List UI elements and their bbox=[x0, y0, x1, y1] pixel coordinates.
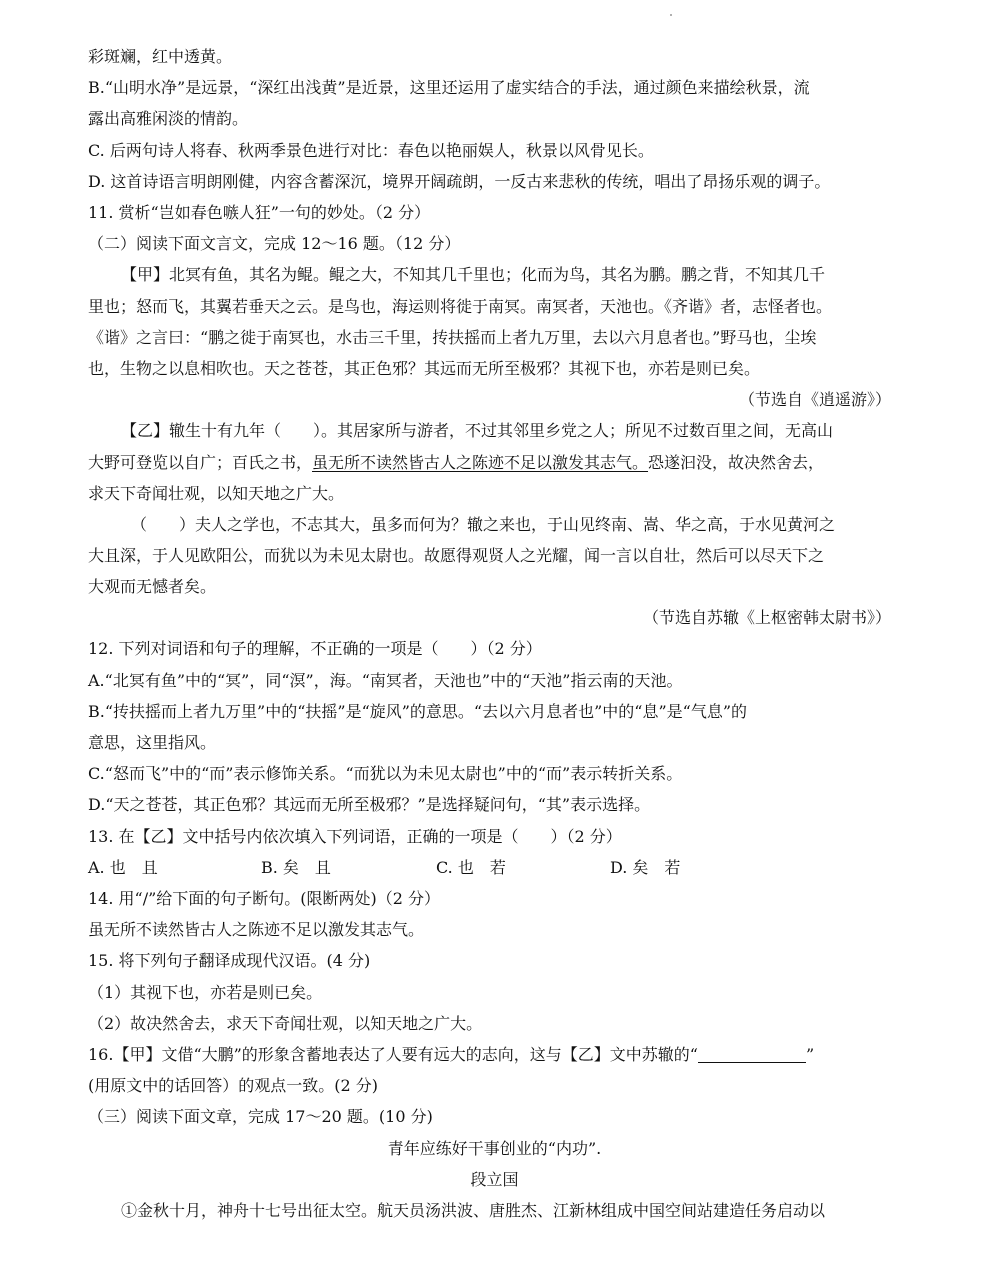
option-c-line: C. 后两句诗人将春、秋两季景色进行对比：春色以艳丽娱人，秋景以风骨见长。 bbox=[88, 141, 654, 160]
article-author: 段立国 bbox=[470, 1170, 519, 1189]
question-11: 11. 赏析“岂如春色嗾人狂”一句的妙处。（2 分） bbox=[88, 203, 431, 222]
q13-options bbox=[88, 857, 680, 879]
question-13: 13. 在【乙】文中括号内依次填入下列词语，正确的一项是（ ）（2 分） bbox=[88, 827, 622, 846]
text-line: 露出高雅闲淡的情韵。 bbox=[88, 109, 249, 128]
passage-line bbox=[88, 452, 824, 474]
q15-item-1: （1）其视下也，亦若是则已矣。 bbox=[88, 983, 323, 1002]
passage-jia: 【甲】北冥有鱼，其名为鲲。鲲之大，不知其几千里也；化而为鸟，其名为鹏。鹏之背，不知其几千 bbox=[121, 265, 826, 284]
section-heading: （二）阅读下面文言文，完成 12～16 题。（12 分） bbox=[88, 234, 461, 253]
passage-line: 《谐》之言曰：“鹏之徙于南冥也，水击三千里，抟扶摇而上者九万里，去以六月息者也。”野马也，尘埃 bbox=[88, 328, 817, 347]
passage-line: 求天下奇闻壮观，以知天地之广大。 bbox=[88, 484, 345, 503]
question-14: 14. 用“/”给下面的句子断句。(限断两处)（2 分） bbox=[88, 889, 441, 908]
q12-option-d: D.“天之苍苍，其正色邪？其远而无所至极邪？”是选择疑问句，“其”表示选择。 bbox=[88, 795, 651, 814]
source-note: （节选自《逍遥游》） bbox=[738, 390, 891, 409]
option-b-line: B.“山明水净”是远景，“深红出浅黄”是近景，这里还运用了虚实结合的手法，通过颜色来描绘秋景，流 bbox=[88, 78, 810, 97]
q12-option-b: B.“抟扶摇而上者九万里”中的“扶摇”是“旋风”的意思。“去以六月息者也”中的“息”是“气息”的 bbox=[88, 702, 748, 721]
question-15: 15. 将下列句子翻译成现代汉语。(4 分) bbox=[88, 951, 371, 970]
section-heading: （三）阅读下面文章，完成 17～20 题。(10 分) bbox=[88, 1107, 433, 1126]
text-span: 大野可登览以自广；百氏之书， bbox=[88, 453, 313, 472]
passage-line: 大且深，于人见欧阳公，而犹以为未见太尉也。故愿得观贤人之光耀，闻一言以自壮，然后可以尽天下之 bbox=[88, 546, 825, 565]
q15-item-2: （2）故决然舍去，求天下奇闻壮观，以知天地之广大。 bbox=[88, 1014, 483, 1033]
passage-line: （ ）夫人之学也，不志其大，虽多而何为？辙之来也，于山见终南、嵩、华之高，于水见黄河之 bbox=[131, 515, 836, 534]
article-title: 青年应练好干事创业的“内功”. bbox=[387, 1139, 602, 1158]
passage-line: 大观而无憾者矣。 bbox=[88, 577, 217, 596]
q13-option-c: C. 也 若 bbox=[436, 858, 506, 877]
text-line: 意思，这里指风。 bbox=[88, 733, 217, 752]
source-note: （节选自苏辙《上枢密韩太尉书》） bbox=[642, 608, 891, 627]
option-d-line: D. 这首诗语言明朗刚健，内容含蓄深沉，境界开阔疏朗，一反古来悲秋的传统，唱出了昂扬乐观的调子。 bbox=[88, 172, 831, 191]
text-line: 彩斑斓，红中透黄。 bbox=[88, 47, 233, 66]
passage-line: 也，生物之以息相吹也。天之苍苍，其正色邪？其远而无所至极邪？其视下也，亦若是则已矣。 bbox=[88, 359, 761, 378]
text-span: 16.【甲】文借“大鹏”的形象含蓄地表达了人要有远大的志向，这与【乙】文中苏辙的“ bbox=[88, 1045, 698, 1064]
passage-yi: 【乙】辙生十有九年（ ）。其居家所与游者，不过其邻里乡党之人；所见不过数百里之间，无高山 bbox=[121, 421, 834, 440]
answer-blank[interactable] bbox=[698, 1046, 806, 1063]
text-line: (用原文中的话回答）的观点一致。(2 分) bbox=[88, 1076, 378, 1095]
q13-option-b: B. 矣 且 bbox=[261, 858, 331, 877]
scan-dot bbox=[670, 14, 672, 16]
q13-option-a: A. 也 且 bbox=[88, 858, 158, 877]
underlined-sentence: 虽无所不读然皆古人之陈迹不足以激发其志气。 bbox=[312, 453, 649, 472]
text-span: 恐遂汩没，故决然舍去， bbox=[648, 453, 825, 472]
q12-option-c: C.“怒而飞”中的“而”表示修饰关系。“而犹以为未见太尉也”中的“而”表示转折关系。 bbox=[88, 764, 683, 783]
article-paragraph: ①金秋十月，神舟十七号出征太空。航天员汤洪波、唐胜杰、江新林组成中国空间站建造任务启动以 bbox=[121, 1201, 826, 1220]
text-span: ” bbox=[806, 1045, 815, 1064]
q12-option-a: A.“北冥有鱼”中的“冥”，同“溟”，海。“南冥者，天池也”中的“天池”指云南的天池。 bbox=[88, 671, 683, 690]
passage-line: 里也；怒而飞，其翼若垂天之云。是鸟也，海运则将徙于南冥。南冥者，天池也。《齐谐》者，志怪者也。 bbox=[88, 297, 833, 316]
question-16 bbox=[88, 1044, 814, 1066]
question-12: 12. 下列对词语和句子的理解，不正确的一项是（ ）（2 分） bbox=[88, 639, 542, 658]
q13-option-d: D. 矣 若 bbox=[610, 858, 681, 877]
q14-sentence: 虽无所不读然皆古人之陈迹不足以激发其志气。 bbox=[88, 920, 425, 939]
